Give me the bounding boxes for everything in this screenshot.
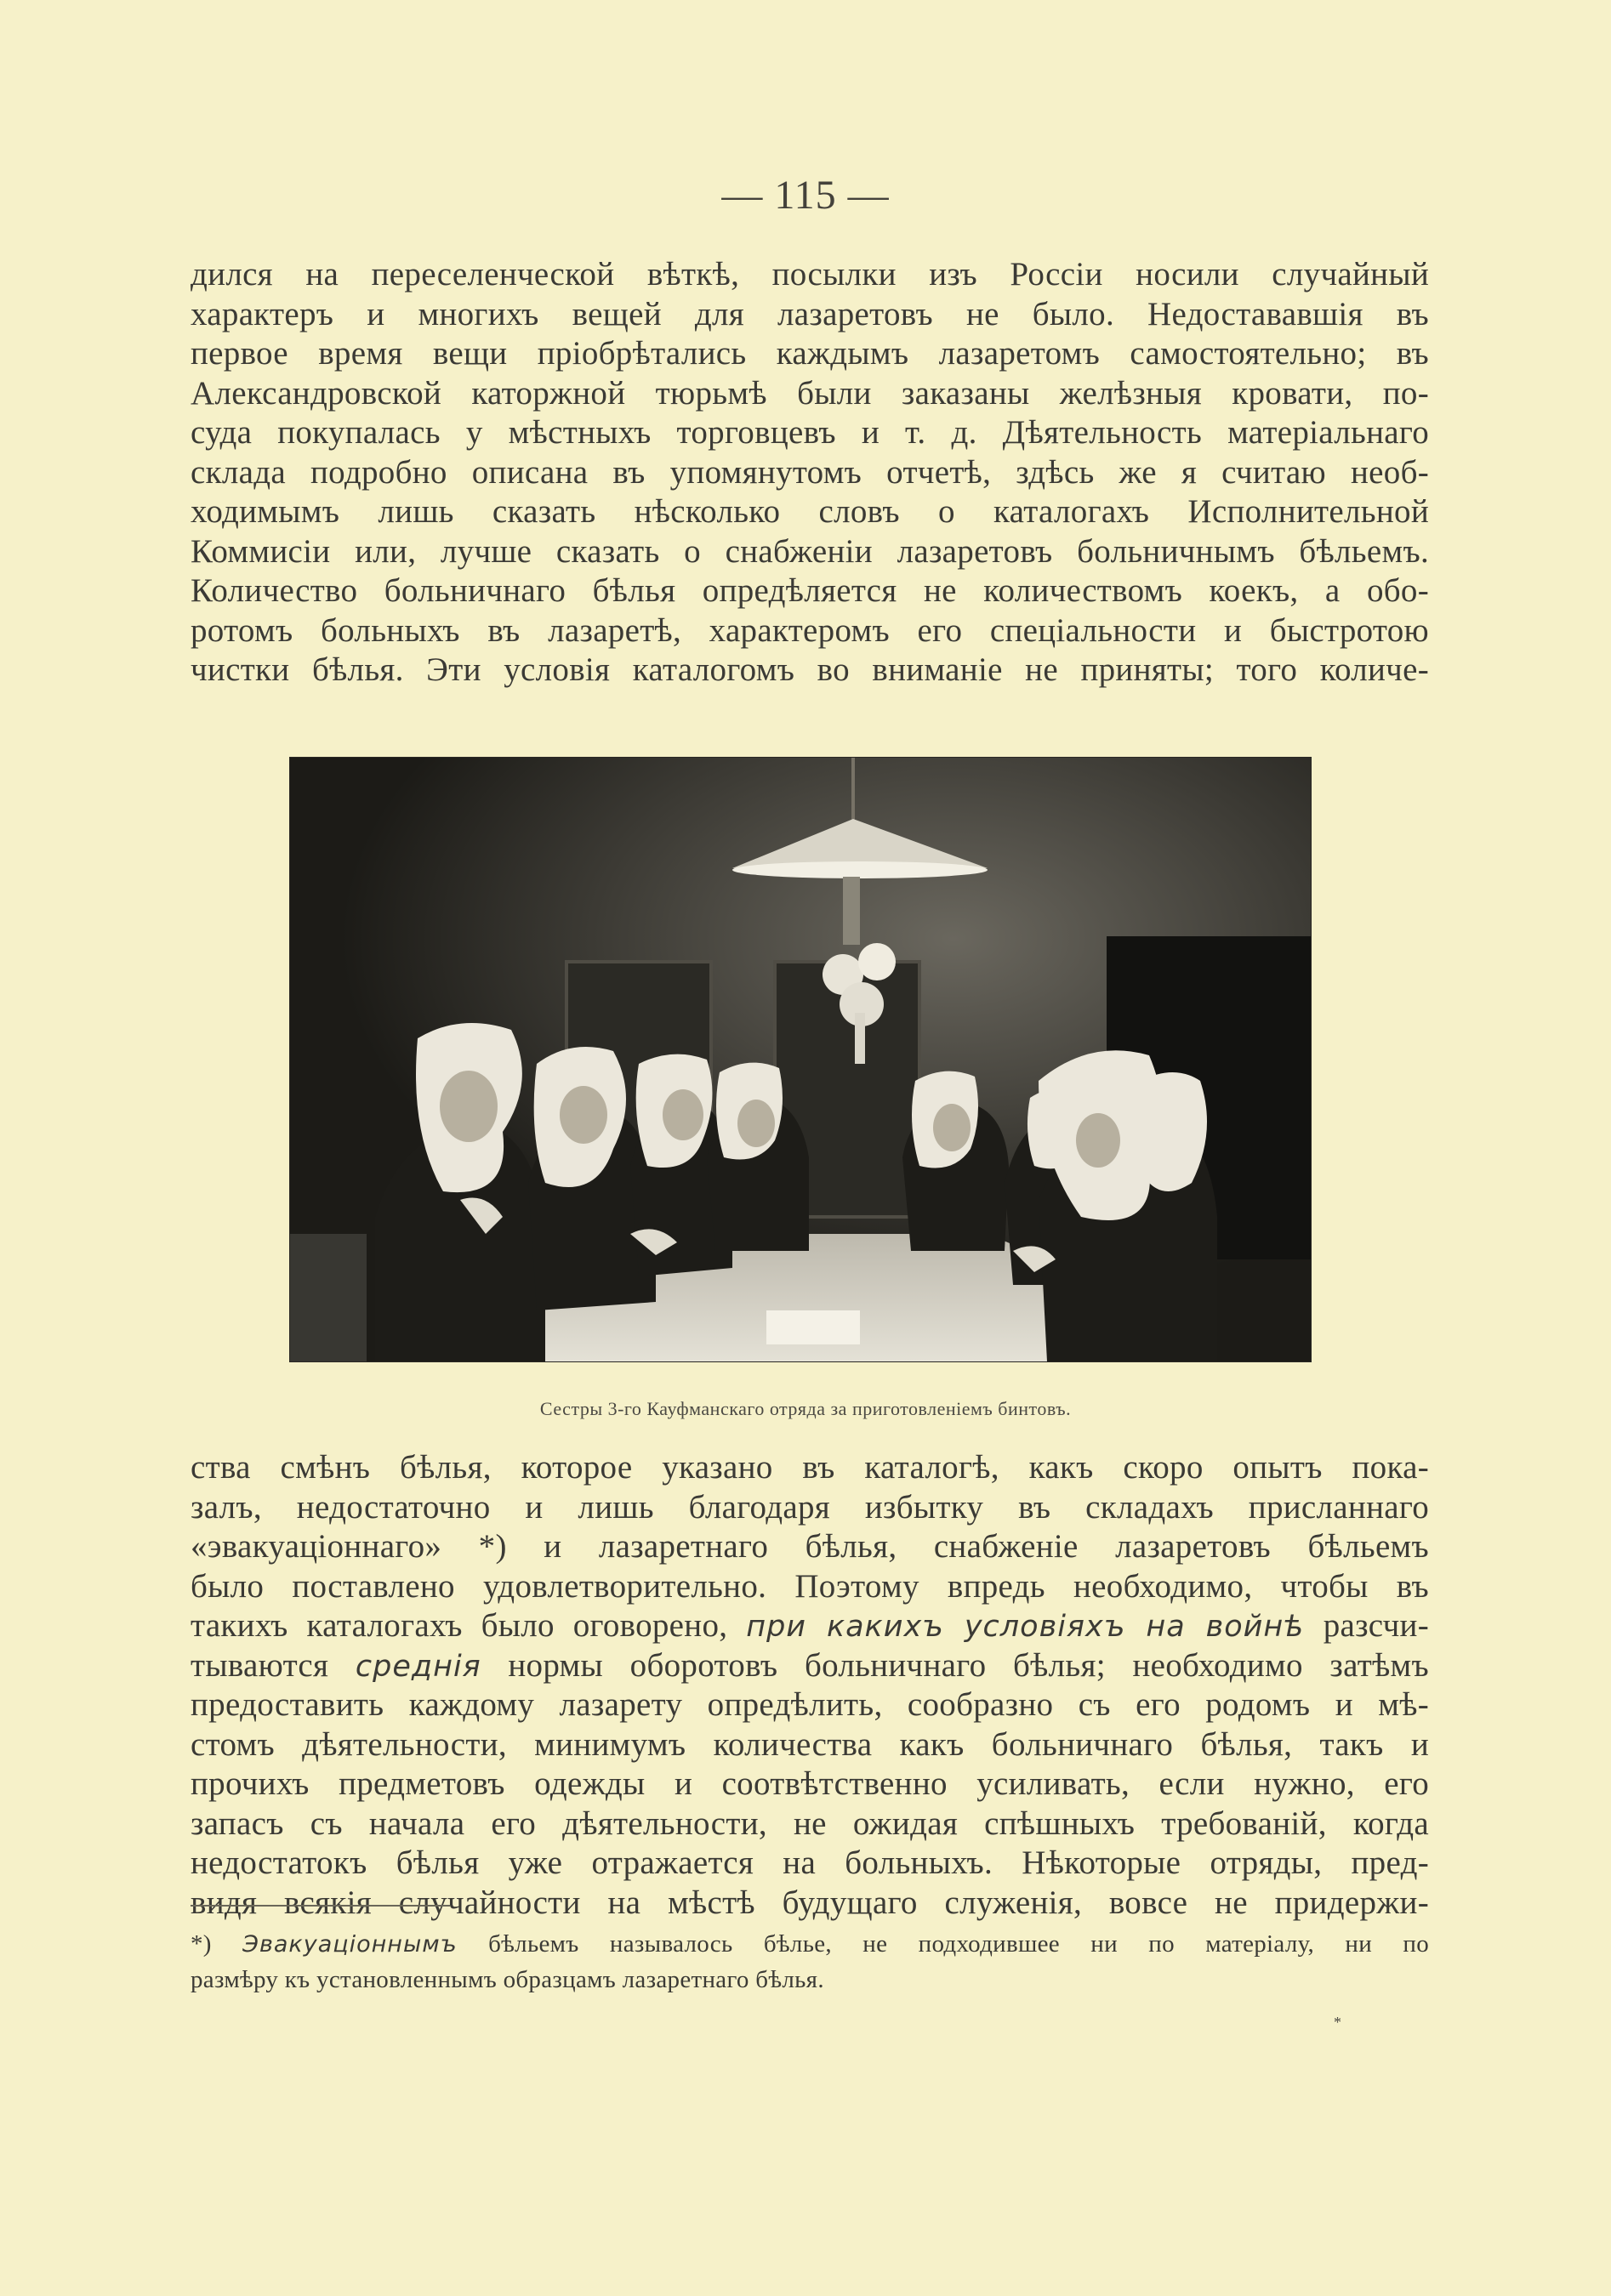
text-line: Коммисіи или, лучше сказать о снабженіи лазаретовъ больничнымъ бѣльемъ. bbox=[191, 532, 1429, 570]
photo-caption: Сестры 3-го Кауфманскаго отряда за приготовленіемъ бинтовъ. bbox=[539, 1398, 1072, 1419]
text-line: недостатокъ бѣлья уже отражается на больныхъ. Нѣкоторые отряды, пред- bbox=[191, 1844, 1429, 1881]
body-text-top bbox=[191, 255, 1429, 691]
text-span: разсчи- bbox=[1304, 1607, 1429, 1644]
text-line: характеръ и многихъ вещей для лазаретовъ не было. Недостававшія въ bbox=[191, 295, 1429, 332]
footnote-divider bbox=[191, 1905, 450, 1907]
emphasized-word: среднія bbox=[355, 1649, 481, 1684]
text-line: предоставить каждому лазарету опредѣлить, сообразно съ его родомъ и мѣ- bbox=[191, 1686, 1429, 1723]
text-line: чистки бѣлья. Эти условія каталогомъ во вниманіе не приняты; того количе- bbox=[191, 651, 1429, 688]
text-line: ства смѣнъ бѣлья, которое указано въ каталогѣ, какъ скоро опытъ пока- bbox=[191, 1449, 1429, 1486]
text-line-with-emphasis bbox=[191, 1646, 1429, 1686]
text-span: нормы оборотовъ больничнаго бѣлья; необходимо затѣмъ bbox=[481, 1646, 1429, 1684]
text-line: ротомъ больныхъ въ лазаретѣ, характеромъ его спеціальности и быстротою bbox=[191, 611, 1429, 649]
text-line: первое время вещи пріобрѣтались каждымъ лазаретомъ самостоятельно; въ bbox=[191, 335, 1429, 372]
text-line: «эвакуаціоннаго» *) и лазаретнаго бѣлья, снабженіе лазаретовъ бѣльемъ bbox=[191, 1528, 1429, 1565]
footnote-term: Эвакуаціоннымъ bbox=[242, 1931, 458, 1958]
emphasized-phrase: при какихъ условіяхъ на войнѣ bbox=[746, 1610, 1305, 1644]
text-line: прочихъ предметовъ одежды и соотвѣтственно усиливать, если нужно, его bbox=[191, 1765, 1429, 1802]
body-text-bottom bbox=[191, 1448, 1429, 1923]
text-line: ходимымъ лишь сказать нѣсколько словъ о каталогахъ Исполнительной bbox=[191, 493, 1429, 530]
text-line: стомъ дѣятельности, минимумъ количества какъ больничнаго бѣлья, такъ и bbox=[191, 1725, 1429, 1763]
text-line: запасъ съ начала его дѣятельности, не ожидая спѣшныхъ требованій, когда bbox=[191, 1804, 1429, 1842]
footnote-marker: *) bbox=[191, 1930, 243, 1958]
text-line: залъ, недостаточно и лишь благодаря избытку въ складахъ присланнаго bbox=[191, 1488, 1429, 1526]
text-line: было поставлено удовлетворительно. Поэтому впредь необходимо, чтобы въ bbox=[191, 1567, 1429, 1605]
printer-mark: * bbox=[1334, 2014, 1341, 2031]
page-number: — 115 — bbox=[721, 173, 890, 218]
text-span: такихъ каталогахъ было оговорено, bbox=[191, 1607, 747, 1644]
footnote-line: размѣру къ установленнымъ образцамъ лазаретнаго бѣлья. bbox=[191, 1966, 824, 1993]
footnote-text: бѣльемъ называлось бѣлье, не подходившее ни по матеріалу, ни по bbox=[457, 1930, 1429, 1958]
footnote-line bbox=[191, 1926, 1429, 1962]
text-line-with-emphasis bbox=[191, 1606, 1429, 1646]
text-line: видя всякія случайности на мѣстѣ будущаго служенія, вовсе не придержи- bbox=[191, 1884, 1429, 1921]
text-span: тываются bbox=[191, 1646, 356, 1684]
photo-nurses-preparing-bandages bbox=[290, 758, 1311, 1361]
text-line: Количество больничнаго бѣлья опредѣляется не количествомъ коекъ, а обо- bbox=[191, 572, 1429, 609]
text-line: суда покупалась у мѣстныхъ торговцевъ и т. д. Дѣятельность матеріальнаго bbox=[191, 414, 1429, 451]
photograph bbox=[289, 757, 1312, 1362]
text-line: Александровской каторжной тюрьмѣ были заказаны желѣзныя кровати, по- bbox=[191, 374, 1429, 412]
text-line: дился на переселенческой вѣткѣ, посылки изъ Россіи носили случайный bbox=[191, 256, 1429, 293]
footnote bbox=[191, 1926, 1429, 1998]
text-line: склада подробно описана въ упомянутомъ отчетѣ, здѣсь же я считаю необ- bbox=[191, 453, 1429, 491]
